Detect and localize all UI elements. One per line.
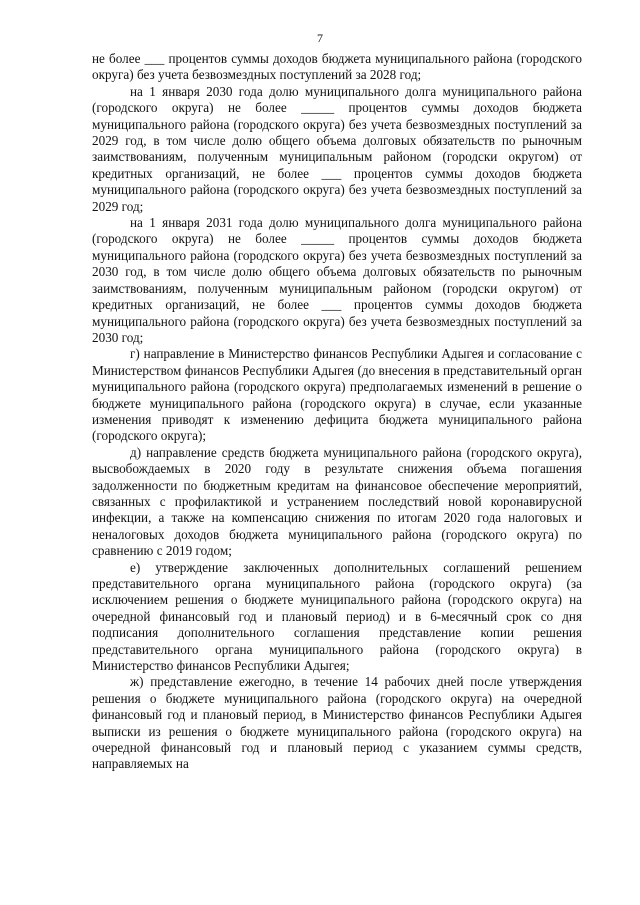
- paragraph-item-e: е) утверждение заключенных дополнительных соглашений решением представительного органа муниципального района (городского округа) (за исключением решения о бюджете муниципального района (городского округа) на очередной финансовый год и плановый период) и в 6-месячный срок со дня подписания дополнительного соглашения представление копии решения представительного органа муниципального района (городского округа) в Министерство финансов Республики Адыгея;: [92, 559, 582, 674]
- paragraph-item-g: г) направление в Министерство финансов Республики Адыгея и согласование с Министерством финансов Республики Адыгея (до внесения в представительный орган муниципального района (городского округа) предполагаемых изменений в решение о бюджете муниципального района (городского округа) в случае, если указанные изменения приводят к изменению дефицита бюджета муниципального района (городского округа);: [92, 346, 582, 444]
- document-body: [92, 51, 582, 773]
- paragraph-2031-debt: на 1 января 2031 года долю муниципального долга муниципального района (городского округа) не более _____ процентов суммы доходов бюджета муниципального района (городского округа) без учета безвозмездных поступлений за 2030 год, в том числе долю общего объема долговых обязательств по рыночным заимствованиям, полученным муниципальным районом (городски округом) от кредитных организаций, не более ___ процентов суммы доходов бюджета муниципального района (городского округа) без учета безвозмездных поступлений за 2030 год;: [92, 215, 582, 345]
- paragraph-continuation: не более ___ процентов суммы доходов бюджета муниципального района (городского округа) без учета безвозмездных поступлений за 2028 год;: [92, 51, 582, 83]
- page-number: 7: [317, 31, 323, 45]
- paragraph-2030-debt: на 1 января 2030 года долю муниципального долга муниципального района (городского округа) не более _____ процентов суммы доходов бюджета муниципального района (городского округа) без учета безвозмездных поступлений за 2029 год, в том числе долю общего объема долговых обязательств по рыночным заимствованиям, полученным муниципальным районом (городски округом) от кредитных организаций, не более ___ процентов суммы доходов бюджета муниципального района (городского округа) без учета безвозмездных поступлений за 2029 год;: [92, 83, 582, 214]
- paragraph-item-d: д) направление средств бюджета муниципального района (городского округа), высвобождаемых в 2020 году в результате снижения объема погашения задолженности по бюджетным кредитам на финансовое обеспечение мероприятий, связанных с профилактикой и устранением последствий новой коронавирусной инфекции, а также на компенсацию снижения по итогам 2020 года налоговых и неналоговых доходов бюджета муниципального района (городского округа) по сравнению с 2019 годом;: [92, 444, 582, 559]
- paragraph-item-zh: ж) представление ежегодно, в течение 14 рабочих дней после утверждения решения о бюджете муниципального района (городского округа) на очередной финансовый год и плановый период, в Министерство финансов Республики Адыгея выписки из решения о бюджете муниципального района (городского округа) на очередной финансовый год и плановый период с указанием суммы средств, направляемых на: [92, 674, 582, 772]
